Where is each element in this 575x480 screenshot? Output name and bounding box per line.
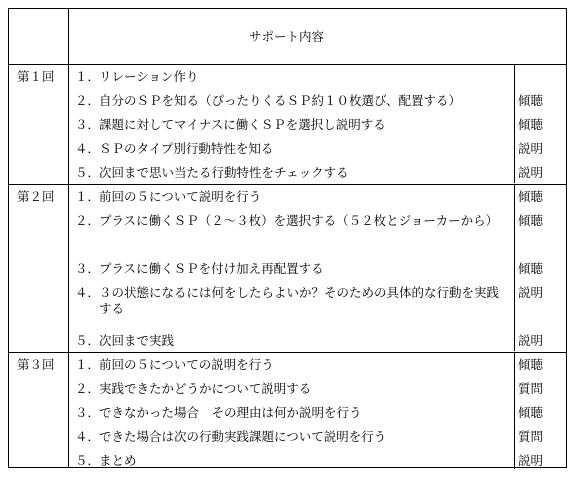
item-method-tag: 説明	[518, 333, 544, 348]
item-method-tag: 質問	[518, 381, 544, 396]
item-text: 実践できたかどうかについて説明する	[99, 381, 312, 396]
session-label: 第１回	[17, 69, 55, 84]
item-number: ４．	[75, 141, 101, 156]
item-method-tag: 説明	[518, 141, 544, 156]
item-text: プラスに働くＳＰ（２～３枚）を選択する（５２枚とジョーカーから）	[99, 213, 499, 228]
item-number: ５．	[75, 165, 101, 180]
item-method-tag: 傾聴	[518, 261, 544, 276]
item-number: １．	[75, 189, 101, 204]
method-column-divider	[514, 89, 515, 113]
item-text: 前回の５について説明を行う	[99, 189, 262, 204]
item-method-tag: 傾聴	[518, 93, 544, 108]
item-method-tag: 傾聴	[518, 405, 544, 420]
method-column-divider	[514, 353, 515, 377]
method-column-divider	[514, 113, 515, 137]
item-number: ２．	[75, 213, 101, 228]
item-number: １．	[75, 69, 101, 84]
label-column-divider	[68, 9, 69, 467]
session-label: 第２回	[17, 189, 55, 204]
header-divider	[9, 64, 566, 65]
item-method-tag: 説明	[518, 453, 544, 468]
item-method-tag: 質問	[518, 429, 544, 444]
support-table	[8, 8, 567, 468]
item-method-tag: 傾聴	[518, 117, 544, 132]
item-text: ３の状態になるには何をしたらよいか？そのための具体的な行動を実践する	[99, 285, 500, 316]
item-method-tag: 傾聴	[518, 189, 544, 204]
item-text: 課題に対してマイナスに働くＳＰを選択し説明する	[99, 117, 386, 132]
method-column-divider	[514, 185, 515, 209]
item-text: 次回まで思い当たる行動特性をチェックする	[99, 165, 349, 180]
header-title: サポート内容	[249, 29, 325, 44]
method-column-divider	[514, 161, 515, 183]
item-method-tag: 傾聴	[518, 213, 544, 228]
item-text: ＳＰのタイプ別行動特性を知る	[99, 141, 274, 156]
item-text: できなかった場合 その理由は何か説明を行う	[99, 405, 362, 420]
item-text: まとめ	[99, 453, 137, 468]
method-column-divider	[514, 137, 515, 161]
item-number: ３．	[75, 117, 101, 132]
method-column-divider	[514, 209, 515, 257]
item-number: ４．	[75, 285, 101, 300]
section-divider	[9, 184, 566, 185]
item-text: できた場合は次の行動実践課題について説明を行う	[99, 429, 387, 444]
item-number: ３．	[75, 405, 101, 420]
item-number: ４．	[75, 429, 101, 444]
item-method-tag: 説明	[518, 285, 544, 300]
item-method-tag: 説明	[518, 165, 544, 180]
method-column-divider	[514, 65, 515, 89]
method-column-divider	[514, 449, 515, 469]
item-text: 前回の５についての説明を行う	[99, 357, 274, 372]
method-column-divider	[514, 425, 515, 449]
item-number: ５．	[75, 453, 101, 468]
section-divider	[9, 352, 566, 353]
item-number: ５．	[75, 333, 101, 348]
item-number: ３．	[75, 261, 101, 276]
method-column-divider	[514, 329, 515, 351]
item-text: リレーション作り	[99, 69, 199, 84]
method-column-divider	[514, 281, 515, 329]
item-number: ２．	[75, 93, 101, 108]
item-text: 次回まで実践	[99, 333, 175, 348]
method-column-divider	[514, 401, 515, 425]
item-number: ２．	[75, 381, 101, 396]
item-text: プラスに働くＳＰを付け加え再配置する	[99, 261, 324, 276]
item-method-tag: 傾聴	[518, 357, 544, 372]
session-label: 第３回	[17, 357, 55, 372]
item-number: １．	[75, 357, 101, 372]
method-column-divider	[514, 257, 515, 281]
method-column-divider	[514, 377, 515, 401]
item-text: 自分のＳＰを知る（ぴったりくるＳＰ約１０枚選び、配置する）	[99, 93, 462, 108]
